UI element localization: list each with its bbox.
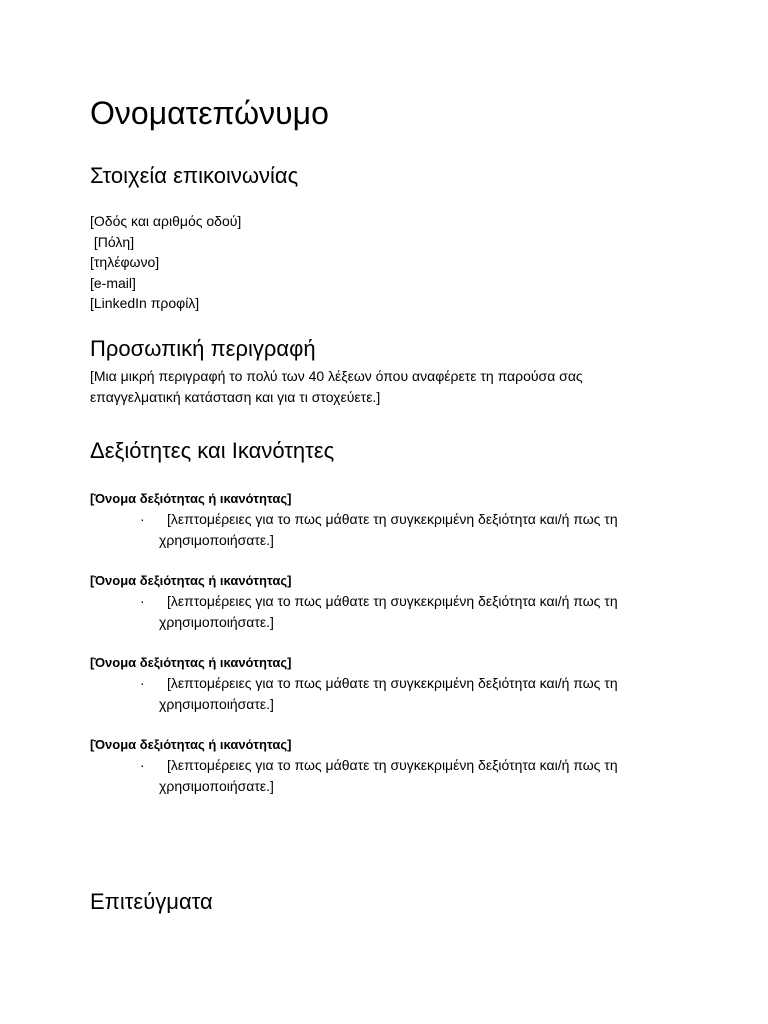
contact-heading: Στοιχεία επικοινωνίας bbox=[90, 163, 299, 188]
skill-detail: [λεπτομέρειες για το πως μάθατε τη συγκεκριμένη δεξιότητα και/ή πως τη χρησιμοποιήσατε.] bbox=[159, 593, 618, 630]
contact-phone: [τηλέφωνο] bbox=[90, 254, 160, 270]
contact-email: [e-mail] bbox=[90, 274, 136, 291]
skill-detail: [λεπτομέρειες για το πως μάθατε τη συγκεκριμένη δεξιότητα και/ή πως τη χρησιμοποιήσατε.] bbox=[159, 511, 618, 548]
profile-description: [Μια μικρή περιγραφή το πολύ των 40 λέξεων όπου αναφέρετε τη παρούσα σας επαγγελματική κατάσταση και για τι στοχεύετε.] bbox=[90, 368, 583, 405]
contact-linkedin: [LinkedIn προφίλ] bbox=[90, 295, 200, 311]
skill-detail: [λεπτομέρειες για το πως μάθατε τη συγκεκριμένη δεξιότητα και/ή πως τη χρησιμοποιήσατε.] bbox=[159, 757, 618, 794]
contact-city: [Πόλη] bbox=[90, 233, 135, 250]
bullet-dot: · bbox=[140, 511, 145, 527]
contact-street: [Οδός και αριθμός οδού] bbox=[90, 213, 242, 229]
skill-name: [Όνομα δεξιότητας ή ικανότητας] bbox=[90, 573, 292, 588]
achievements-heading: Επιτεύγματα bbox=[90, 889, 213, 914]
skills-heading: Δεξιότητες και Ικανότητες bbox=[90, 438, 335, 463]
skill-name: [Όνομα δεξιότητας ή ικανότητας] bbox=[90, 737, 292, 752]
bullet-dot: · bbox=[140, 757, 145, 773]
document-title: Ονοματεπώνυμο bbox=[90, 95, 329, 131]
bullet-dot: · bbox=[140, 675, 145, 691]
skill-detail: [λεπτομέρειες για το πως μάθατε τη συγκεκριμένη δεξιότητα και/ή πως τη χρησιμοποιήσατε.] bbox=[159, 675, 618, 712]
skill-name: [Όνομα δεξιότητας ή ικανότητας] bbox=[90, 491, 292, 506]
profile-heading: Προσωπική περιγραφή bbox=[90, 336, 316, 361]
bullet-dot: · bbox=[140, 593, 145, 609]
skill-name: [Όνομα δεξιότητας ή ικανότητας] bbox=[90, 655, 292, 670]
